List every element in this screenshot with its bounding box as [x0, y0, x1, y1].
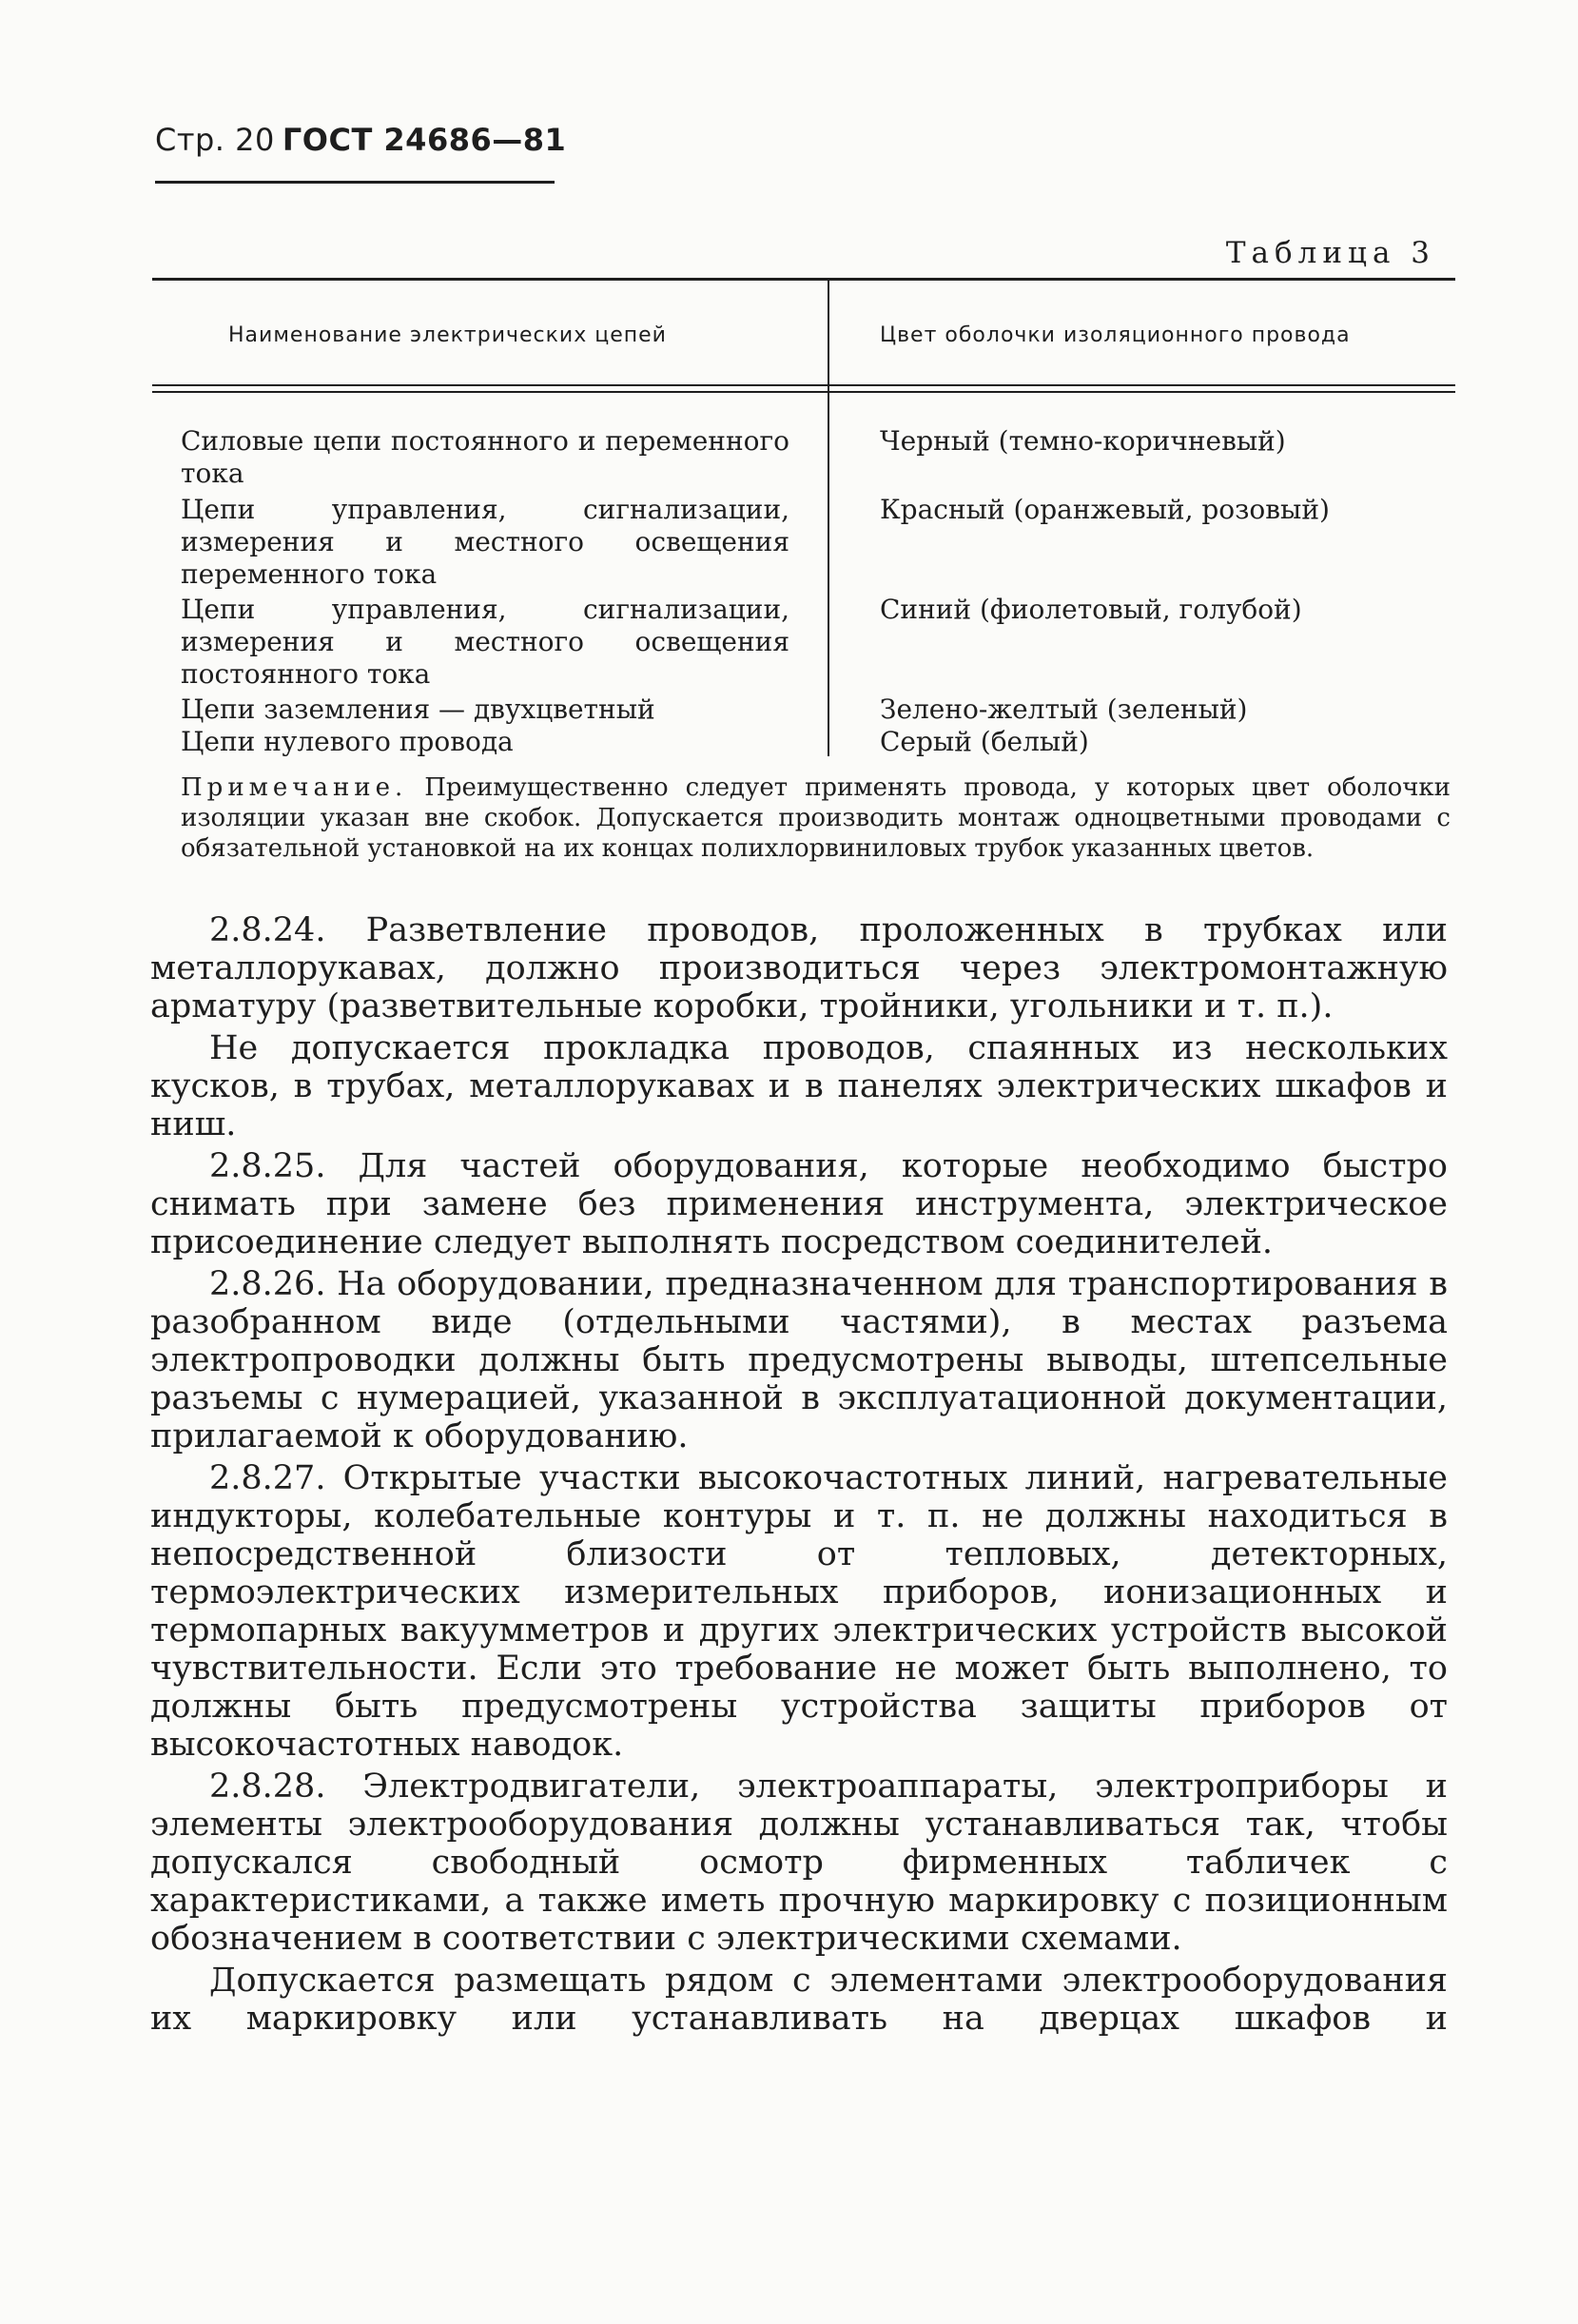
- table-cell-color: Синий (фиолетовый, голубой): [880, 594, 1302, 625]
- table-caption: Таблица 3: [1225, 236, 1435, 270]
- running-header: [155, 122, 566, 158]
- table-cell-color: Серый (белый): [880, 726, 1089, 757]
- standard-designation: ГОСТ 24686—81: [282, 122, 567, 158]
- table-cell-color: Зелено-желтый (зеленый): [880, 693, 1248, 725]
- table-cell-color: Красный (оранжевый, розовый): [880, 494, 1330, 525]
- paragraph: 2.8.27. Открытые участки высокочастотных линий, нагревательные индукторы, колебательные контуры и т. п. не должны находиться в непосредственной близости от тепловых, детекторных, термоэлектрических измерительных приборов, ионизационных и термопарных вакуумметров и других электрических устройств высокой чувствительности. Если это требование не может быть выполнено, то должны быть предусмотрены устройства защиты приборов от высокочастотных наводок.: [150, 1459, 1448, 1764]
- table-note: [181, 772, 1451, 864]
- header-underline: [155, 181, 555, 184]
- note-label: Примечание.: [181, 773, 408, 802]
- table-header-rule-double: [152, 391, 1455, 393]
- table-cell-circuit: Силовые цепи постоянного и переменного тока: [181, 425, 789, 489]
- table-cell-color: Черный (темно-коричневый): [880, 425, 1286, 457]
- column-header-circuit: Наименование электрических цепей: [228, 323, 667, 347]
- note-text: Преимущественно следует применять провода, у которых цвет оболочки изоляции указан вне скобок. Допускается производить монтаж одноцветными проводами с обязательной установкой на их концах полихлорвиниловых трубок указанных цветов.: [181, 773, 1451, 863]
- table-cell-circuit: Цепи нулевого провода: [181, 726, 514, 757]
- paragraph: 2.8.24. Разветвление проводов, проложенных в трубках или металлорукавах, должно производиться через электромонтажную арматуру (разветвительные коробки, тройники, угольники и т. п.).: [150, 911, 1448, 1025]
- body-text: [150, 911, 1448, 2041]
- column-header-color: Цвет оболочки изоляционного провода: [880, 323, 1351, 347]
- paragraph: 2.8.25. Для частей оборудования, которые необходимо быстро снимать при замене без применения инструмента, электрическое присоединение следует выполнять посредством соединителей.: [150, 1147, 1448, 1261]
- paragraph: 2.8.28. Электродвигатели, электроаппараты, электроприборы и элементы электрооборудования должны устанавливаться так, чтобы допускался свободный осмотр фирменных табличек с характеристиками, а также иметь прочную маркировку с позиционным обозначением в соответствии с электрическими схемами.: [150, 1767, 1448, 1958]
- table-top-rule: [152, 278, 1455, 281]
- table-cell-circuit: Цепи заземления — двухцветный: [181, 693, 655, 725]
- paragraph: Допускается размещать рядом с элементами электрооборудования их маркировку или устанавливать на дверцах шкафов и: [150, 1962, 1448, 2038]
- table-column-divider: [828, 281, 829, 756]
- paragraph: Не допускается прокладка проводов, спаянных из нескольких кусков, в трубах, металлорукавах и в панелях электрических шкафов и ниш.: [150, 1029, 1448, 1143]
- table-cell-circuit: Цепи управления, сигнализации, измерения и местного освещения постоянного тока: [181, 594, 789, 690]
- table-cell-circuit: Цепи управления, сигнализации, измерения и местного освещения переменного тока: [181, 494, 789, 590]
- table-header-rule: [152, 384, 1455, 386]
- paragraph: 2.8.26. На оборудовании, предназначенном для транспортирования в разобранном виде (отдельными частями), в местах разъема электропроводки должны быть предусмотрены выводы, штепсельные разъемы с нумерацией, указанной в эксплуатационной документации, прилагаемой к оборудованию.: [150, 1265, 1448, 1455]
- page-number: Стр. 20: [155, 122, 275, 158]
